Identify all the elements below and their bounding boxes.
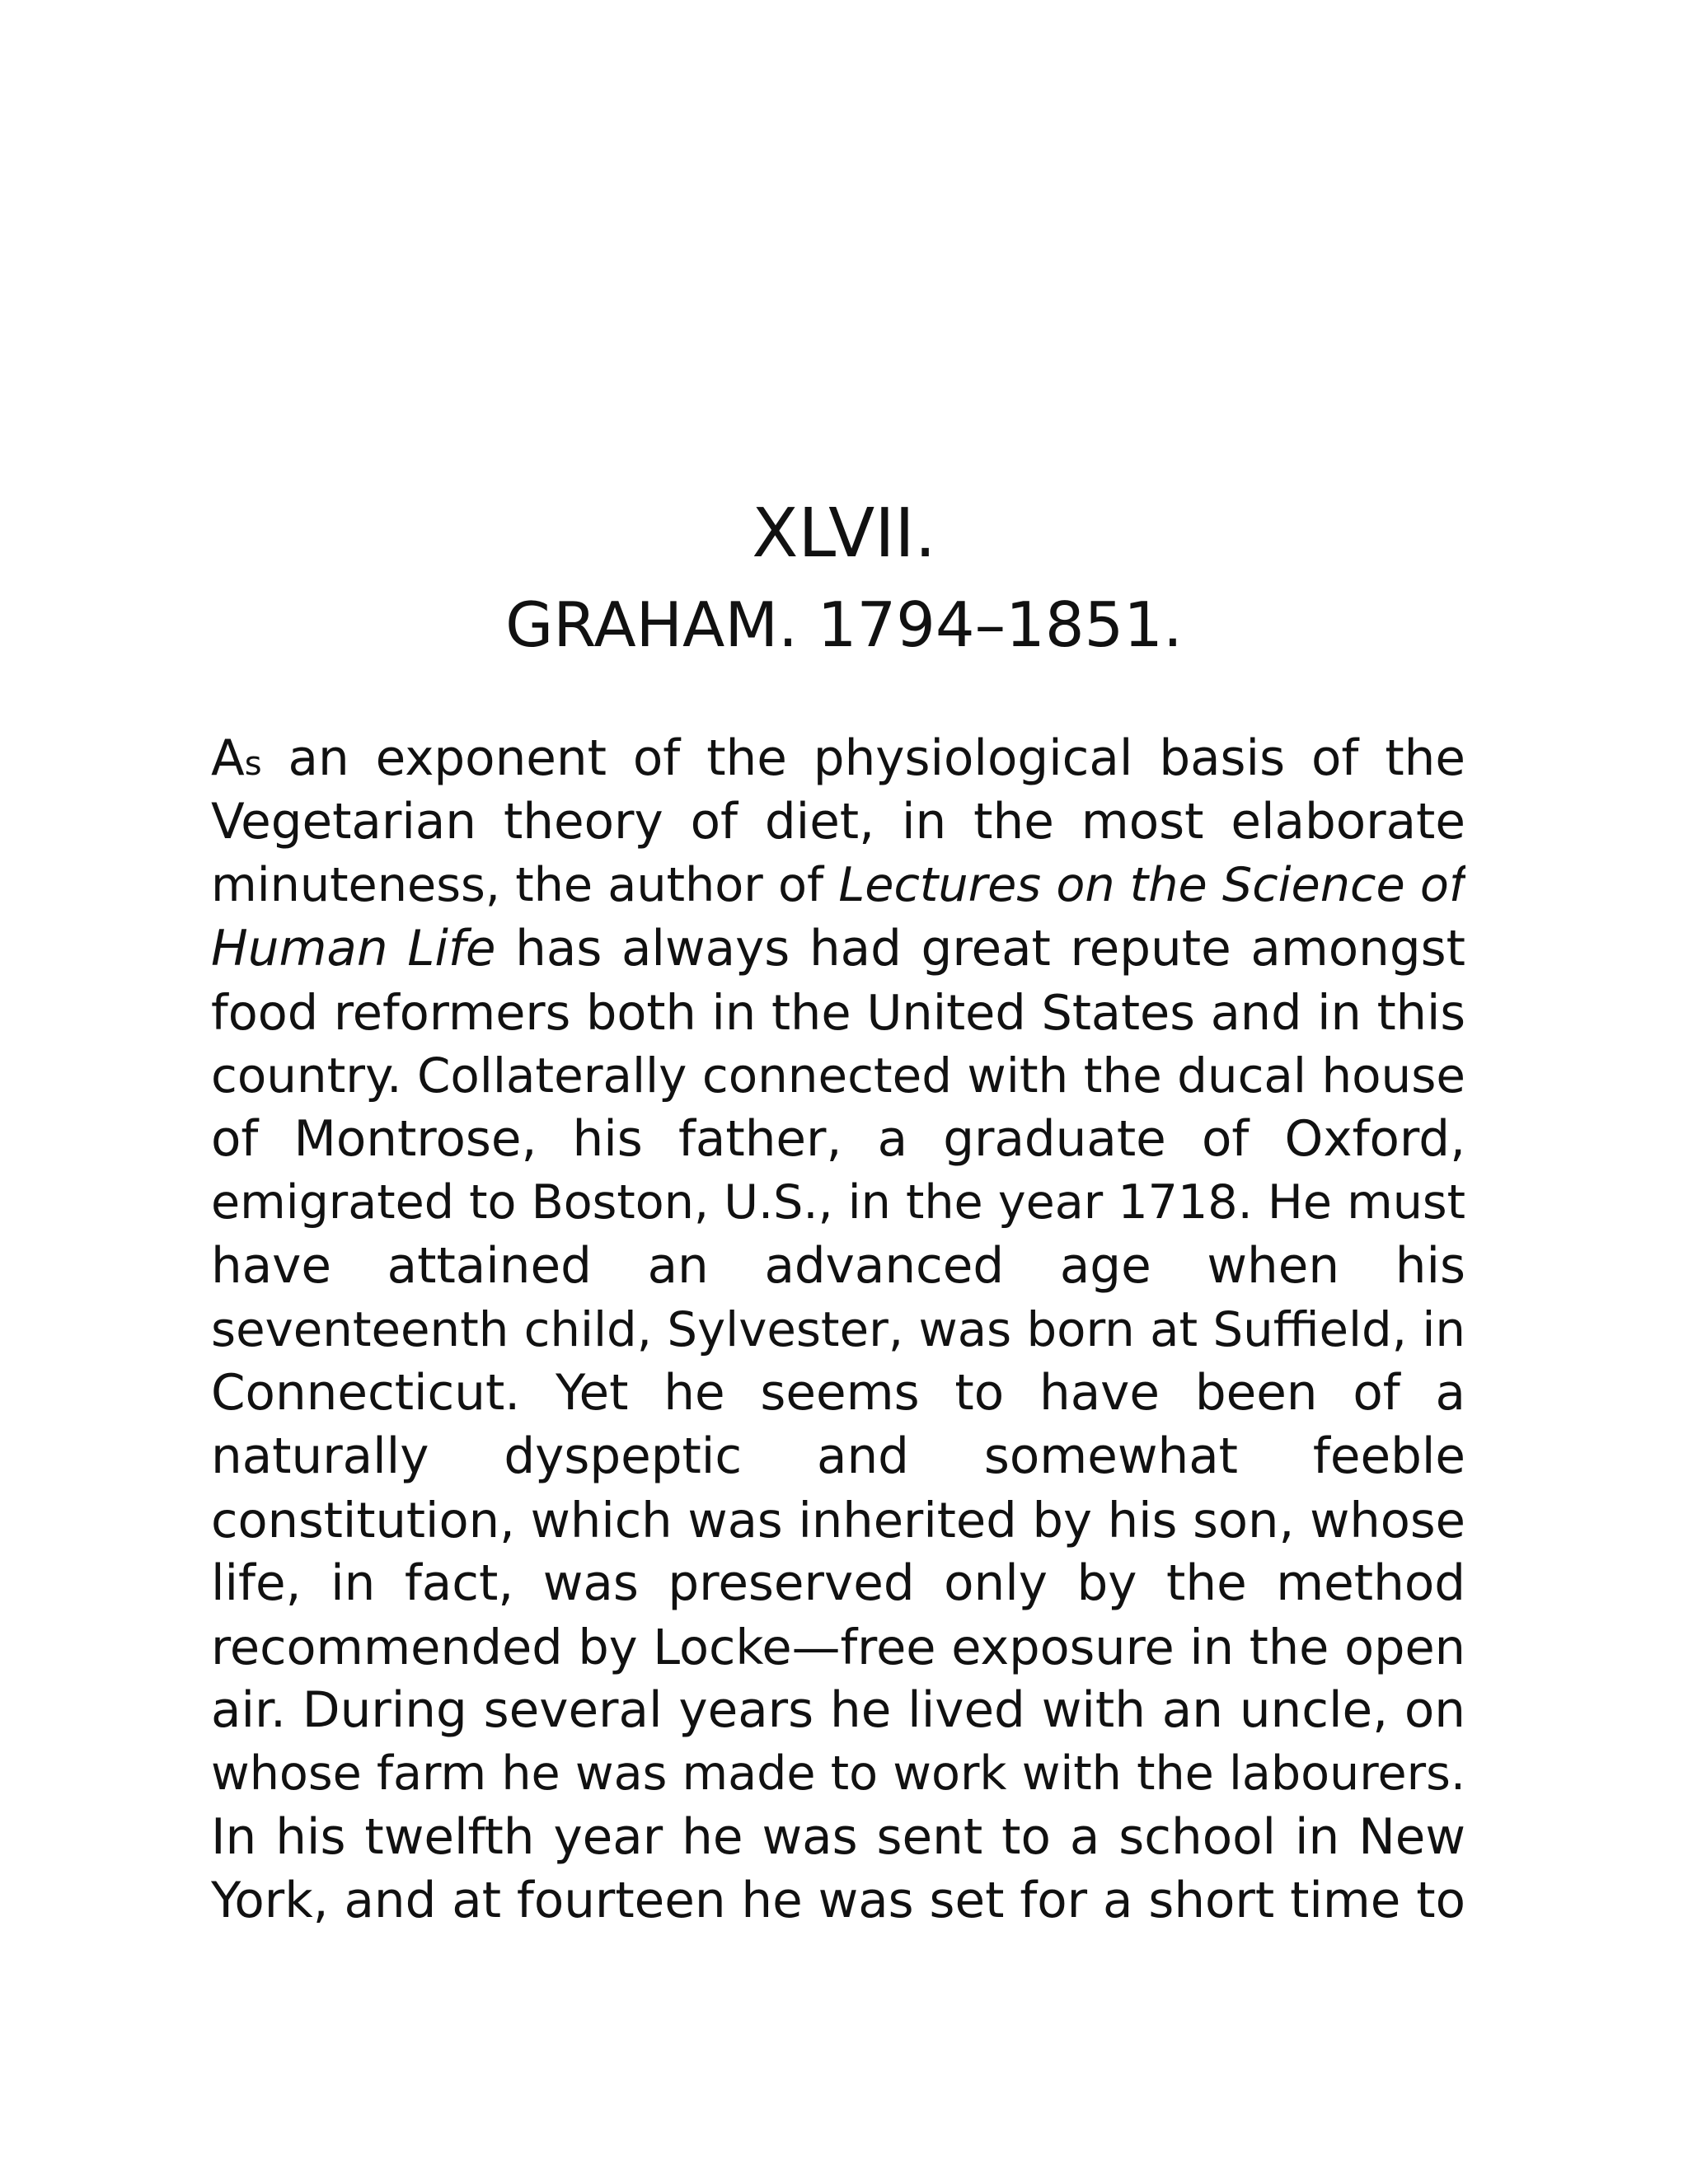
text-line-content: minuteness, the author of [211, 858, 839, 912]
text-line [211, 854, 1465, 917]
text-line-content: an exponent of the physiological basis of the [261, 730, 1465, 787]
text-line [211, 917, 1465, 981]
text-line: have attained an advanced age when his [211, 1238, 1465, 1295]
text-line: constitution, which was inherited by his son, whose [211, 1492, 1465, 1549]
text-line: of Montrose, his father, a graduate of Oxford, [211, 1111, 1465, 1168]
text-line: country. Collaterally connected with the ducal house [211, 1047, 1465, 1104]
book-title-italic: Lectures on the Science of [838, 858, 1465, 912]
text-line-content: has always had great repute amongst [495, 921, 1465, 977]
text-line [211, 727, 1465, 790]
book-title-italic: Human Life [211, 921, 496, 977]
text-line: York, and at fourteen he was set for a short time to [211, 1872, 1465, 1929]
chapter-number: XLVII. [752, 494, 936, 573]
text-line: air. During several years he lived with an uncle, on [211, 1682, 1465, 1739]
text-line: food reformers both in the United States and in this [211, 984, 1465, 1041]
text-line: whose farm he was made to work with the labourers. [211, 1746, 1465, 1801]
text-line: Vegetarian theory of diet, in the most elaborate [211, 794, 1465, 851]
text-line: naturally dyspeptic and somewhat feeble [211, 1428, 1465, 1485]
dropcap-smallcaps: s [244, 745, 262, 783]
dropcap-initial: A [211, 730, 245, 787]
text-line: life, in fact, was preserved only by the method [211, 1555, 1465, 1612]
chapter-title: GRAHAM. 1794–1851. [505, 588, 1183, 661]
text-line: In his twelfth year he was sent to a school in New [211, 1809, 1465, 1866]
body-paragraph [211, 727, 1465, 1933]
text-line: seventeenth child, Sylvester, was born at Suffield, in [211, 1301, 1465, 1357]
text-line: emigrated to Boston, U.S., in the year 1718. He must [211, 1175, 1465, 1230]
text-line: Connecticut. Yet he seems to have been of a [211, 1365, 1465, 1422]
text-line: recommended by Locke—free exposure in the open [211, 1619, 1465, 1675]
